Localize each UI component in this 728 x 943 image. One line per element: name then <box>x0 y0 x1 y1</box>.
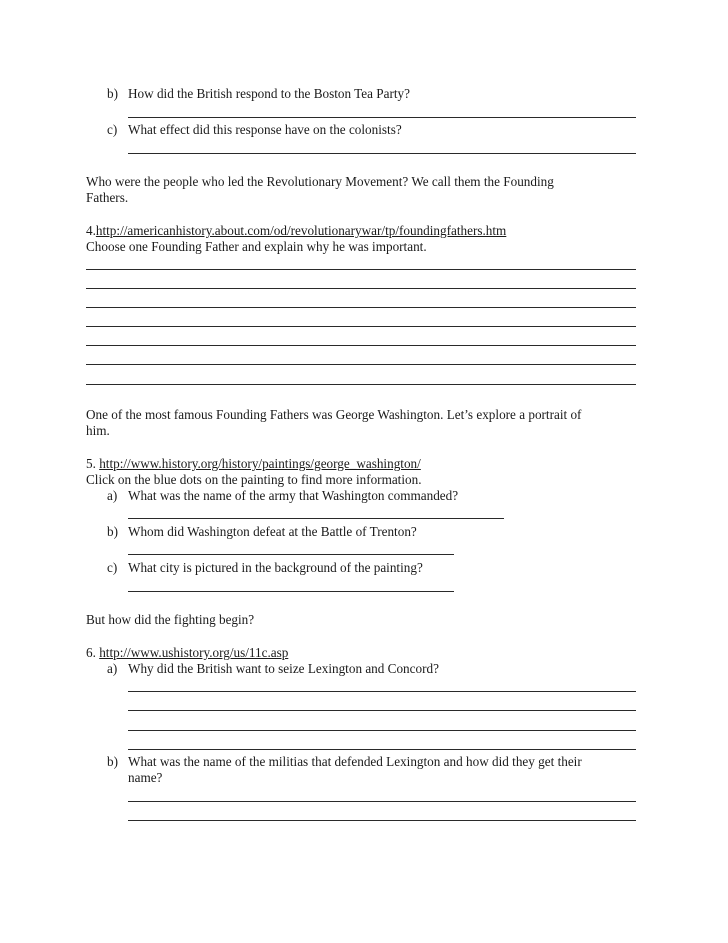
q6b-question-line1: What was the name of the militias that defended Lexington and how did they get their <box>128 754 582 769</box>
answer-line[interactable] <box>128 820 636 821</box>
q5a-question: What was the name of the army that Washington commanded? <box>128 488 459 503</box>
answer-line[interactable] <box>86 288 636 289</box>
q6b-label: b) <box>107 754 118 769</box>
answer-line[interactable] <box>86 364 636 365</box>
answer-line[interactable] <box>86 307 636 308</box>
washington-intro-line2: him. <box>86 423 110 438</box>
answer-line[interactable] <box>128 591 454 592</box>
q5-instruction: Click on the blue dots on the painting to find more information. <box>86 472 422 487</box>
answer-line[interactable] <box>128 710 636 711</box>
q5b-label: b) <box>107 524 118 539</box>
answer-line[interactable] <box>128 730 636 731</box>
q3b-question: How did the British respond to the Boston Tea Party? <box>128 86 410 101</box>
answer-line[interactable] <box>128 801 636 802</box>
washington-intro-line1: One of the most famous Founding Fathers was George Washington. Let’s explore a portrait of <box>86 407 582 422</box>
q4-link[interactable]: http://americanhistory.about.com/od/revolutionarywar/tp/foundingfathers.htm <box>95 223 507 238</box>
q4-number: 4. <box>86 223 96 238</box>
q5-link[interactable]: http://www.history.org/history/paintings/george_washington/ <box>99 456 421 471</box>
q6a-question: Why did the British want to seize Lexington and Concord? <box>128 661 439 676</box>
answer-line[interactable] <box>86 269 636 270</box>
answer-line[interactable] <box>128 691 636 692</box>
q6-number: 6. <box>86 645 96 660</box>
q3c-label: c) <box>107 122 118 137</box>
q5a-label: a) <box>107 488 118 503</box>
q4-heading <box>86 223 506 239</box>
q5-heading <box>86 456 421 472</box>
q6b-question-line2: name? <box>128 770 163 785</box>
q6a-label: a) <box>107 661 118 676</box>
answer-line[interactable] <box>128 554 454 555</box>
q5c-label: c) <box>107 560 118 575</box>
answer-line[interactable] <box>86 326 636 327</box>
q5b-question: Whom did Washington defeat at the Battle of Trenton? <box>128 524 417 539</box>
q3b-label: b) <box>107 86 118 101</box>
q5-number: 5. <box>86 456 96 471</box>
q4-prompt: Choose one Founding Father and explain why he was important. <box>86 239 427 254</box>
answer-line[interactable] <box>128 749 636 750</box>
answer-line[interactable] <box>128 153 636 154</box>
answer-line[interactable] <box>86 345 636 346</box>
q3c-question: What effect did this response have on the colonists? <box>128 122 402 137</box>
answer-line[interactable] <box>128 117 636 118</box>
founders-intro-line2: Fathers. <box>86 190 129 205</box>
answer-line[interactable] <box>86 384 636 385</box>
fighting-intro: But how did the fighting begin? <box>86 612 255 627</box>
founders-intro-line1: Who were the people who led the Revolutionary Movement? We call them the Founding <box>86 174 554 189</box>
q5c-question: What city is pictured in the background of the painting? <box>128 560 423 575</box>
q6-link[interactable]: http://www.ushistory.org/us/11c.asp <box>99 645 289 660</box>
q6-heading <box>86 645 288 661</box>
answer-line[interactable] <box>128 518 504 519</box>
